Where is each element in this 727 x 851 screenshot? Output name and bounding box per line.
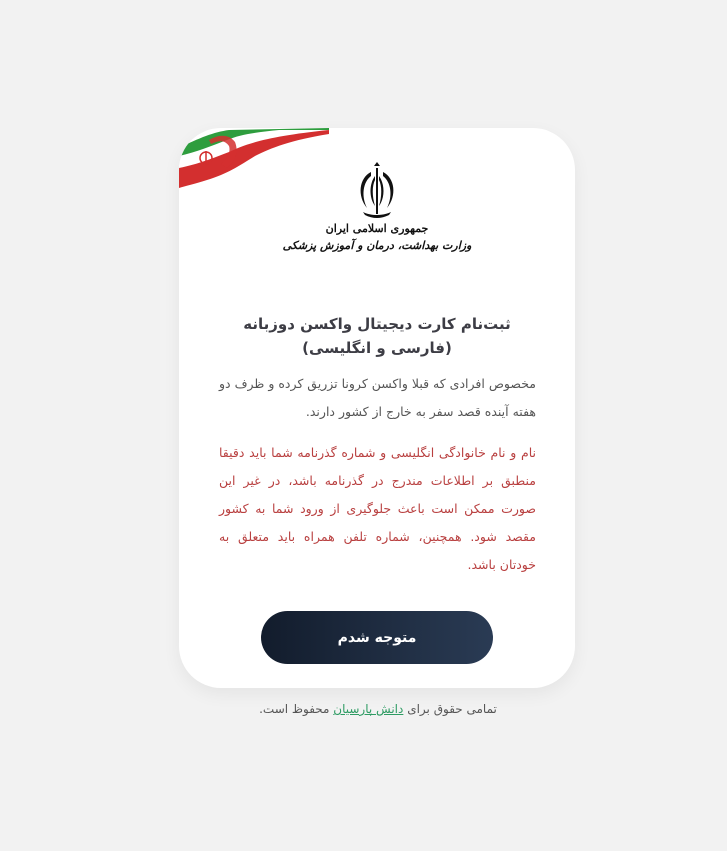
ministry-label (279, 220, 475, 254)
footer-copyright (180, 702, 576, 716)
confirm-button[interactable]: متوجه شدم (261, 611, 493, 664)
iran-flag-icon (179, 128, 329, 200)
description-text: مخصوص افرادی که قبلا واکسن کرونا تزریق کرده و ظرف دو هفته آینده قصد سفر به خارج از کشور دارند. (219, 376, 536, 419)
ministry-line-2: وزارت بهداشت، درمان و آموزش پزشکی (282, 239, 472, 252)
warning-text: نام و نام خانوادگی انگلیسی و شماره گذرنامه شما باید دقیقا منطبق بر اطلاعات مندرج در گذرنامه باشد، در غیر این صورت ممکن است باعث جلوگیری از ورود شما به کشور مقصد شود. همچنین، شماره تلفن همراه باید متعلق به خودتان باشد. (219, 445, 536, 572)
footer-prefix: تمامی حقوق برای (407, 702, 497, 716)
ministry-line-1: جمهوری اسلامی ایران (325, 222, 429, 235)
page-title: ثبت‌نام کارت دیجیتال واکسن دوزبانه (فارسی و انگلیسی) (243, 315, 511, 357)
footer-link[interactable]: دانش پارسیان (333, 702, 404, 716)
info-card (179, 128, 575, 688)
footer-suffix: محفوظ است. (259, 702, 330, 716)
iran-emblem-icon (347, 162, 407, 222)
